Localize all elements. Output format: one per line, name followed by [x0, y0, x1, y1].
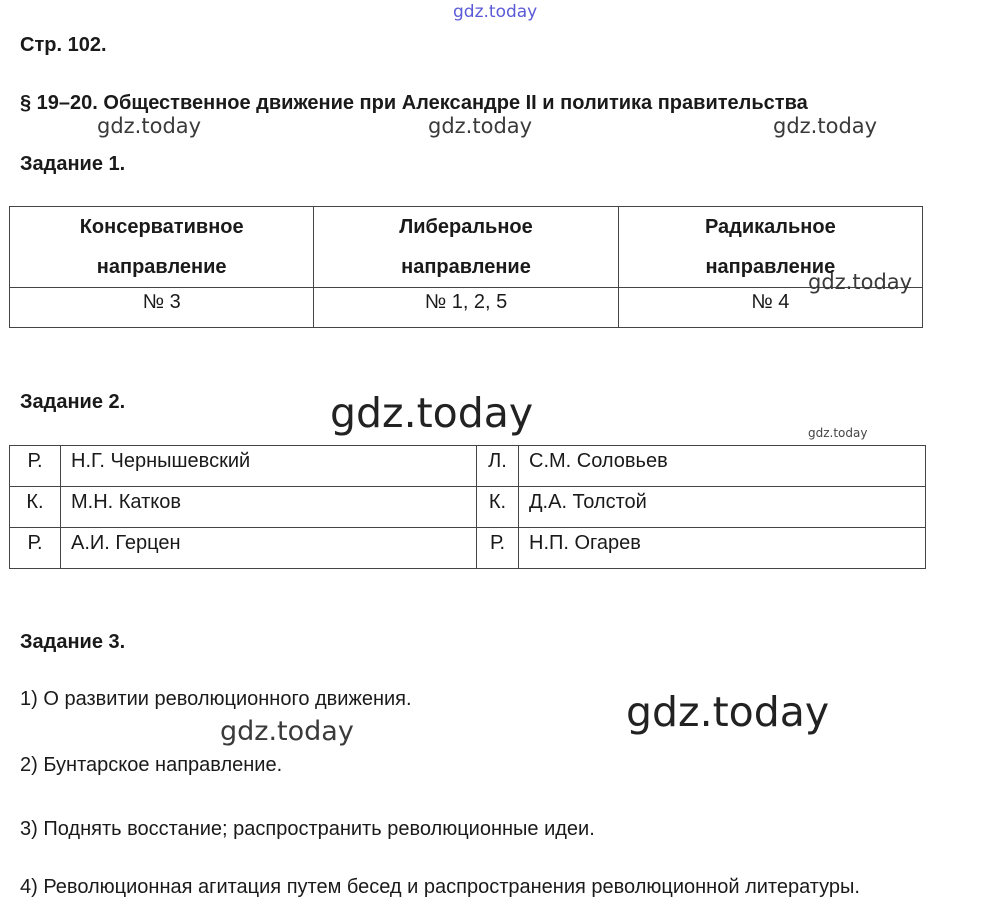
value-cell: № 3	[10, 288, 314, 328]
table-row	[10, 528, 926, 569]
header-line: направление	[705, 256, 836, 278]
header-line: Радикальное	[704, 216, 836, 238]
value-cell: № 4	[618, 288, 922, 328]
answer-2: 2) Бунтарское направление.	[20, 754, 283, 776]
name-cell: Н.Г. Чернышевский	[61, 446, 477, 487]
mark-cell: Р.	[10, 446, 61, 487]
watermark: gdz.today	[626, 688, 830, 736]
header-cell	[314, 207, 618, 288]
answer-3: 3) Поднять восстание; распространить революционные идеи.	[20, 818, 595, 840]
name-cell: А.И. Герцен	[61, 528, 477, 569]
mark-cell: К.	[477, 487, 519, 528]
name-cell: С.М. Соловьев	[519, 446, 926, 487]
section-title: § 19–20. Общественное движение при Александре II и политика правительства	[20, 92, 808, 114]
name-cell: М.Н. Катков	[61, 487, 477, 528]
mark-cell: Р.	[477, 528, 519, 569]
table-row	[10, 446, 926, 487]
name-cell: Н.П. Огарев	[519, 528, 926, 569]
mark-cell: Р.	[10, 528, 61, 569]
task3-label: Задание 3.	[20, 631, 126, 653]
task1-table	[9, 206, 923, 328]
header-line: Консервативное	[79, 216, 244, 238]
name-cell: Д.А. Толстой	[519, 487, 926, 528]
watermark: gdz.today	[220, 716, 354, 747]
watermark: gdz.today	[428, 114, 533, 138]
watermark: gdz.today	[330, 389, 534, 437]
mark-cell: К.	[10, 487, 61, 528]
header-line: Либеральное	[399, 216, 533, 238]
watermark: gdz.today	[808, 270, 913, 294]
answer-4: 4) Революционная агитация путем бесед и распространения революционной литературы.	[20, 876, 860, 898]
mark-cell: Л.	[477, 446, 519, 487]
task2-table	[9, 445, 926, 569]
watermark: gdz.today	[453, 2, 538, 22]
table-row	[10, 288, 923, 328]
header-cell	[10, 207, 314, 288]
header-line: направление	[96, 256, 227, 278]
task2-label: Задание 2.	[20, 391, 126, 413]
table-header-row	[10, 207, 923, 288]
watermark: gdz.today	[773, 114, 878, 138]
header-line: направление	[401, 256, 531, 278]
watermark: gdz.today	[97, 114, 202, 138]
table-row	[10, 487, 926, 528]
watermark: gdz.today	[808, 426, 868, 440]
task1-label: Задание 1.	[20, 153, 126, 175]
answer-1: 1) О развитии революционного движения.	[20, 688, 412, 710]
value-cell: № 1, 2, 5	[314, 288, 618, 328]
page-label: Стр. 102.	[20, 34, 107, 56]
